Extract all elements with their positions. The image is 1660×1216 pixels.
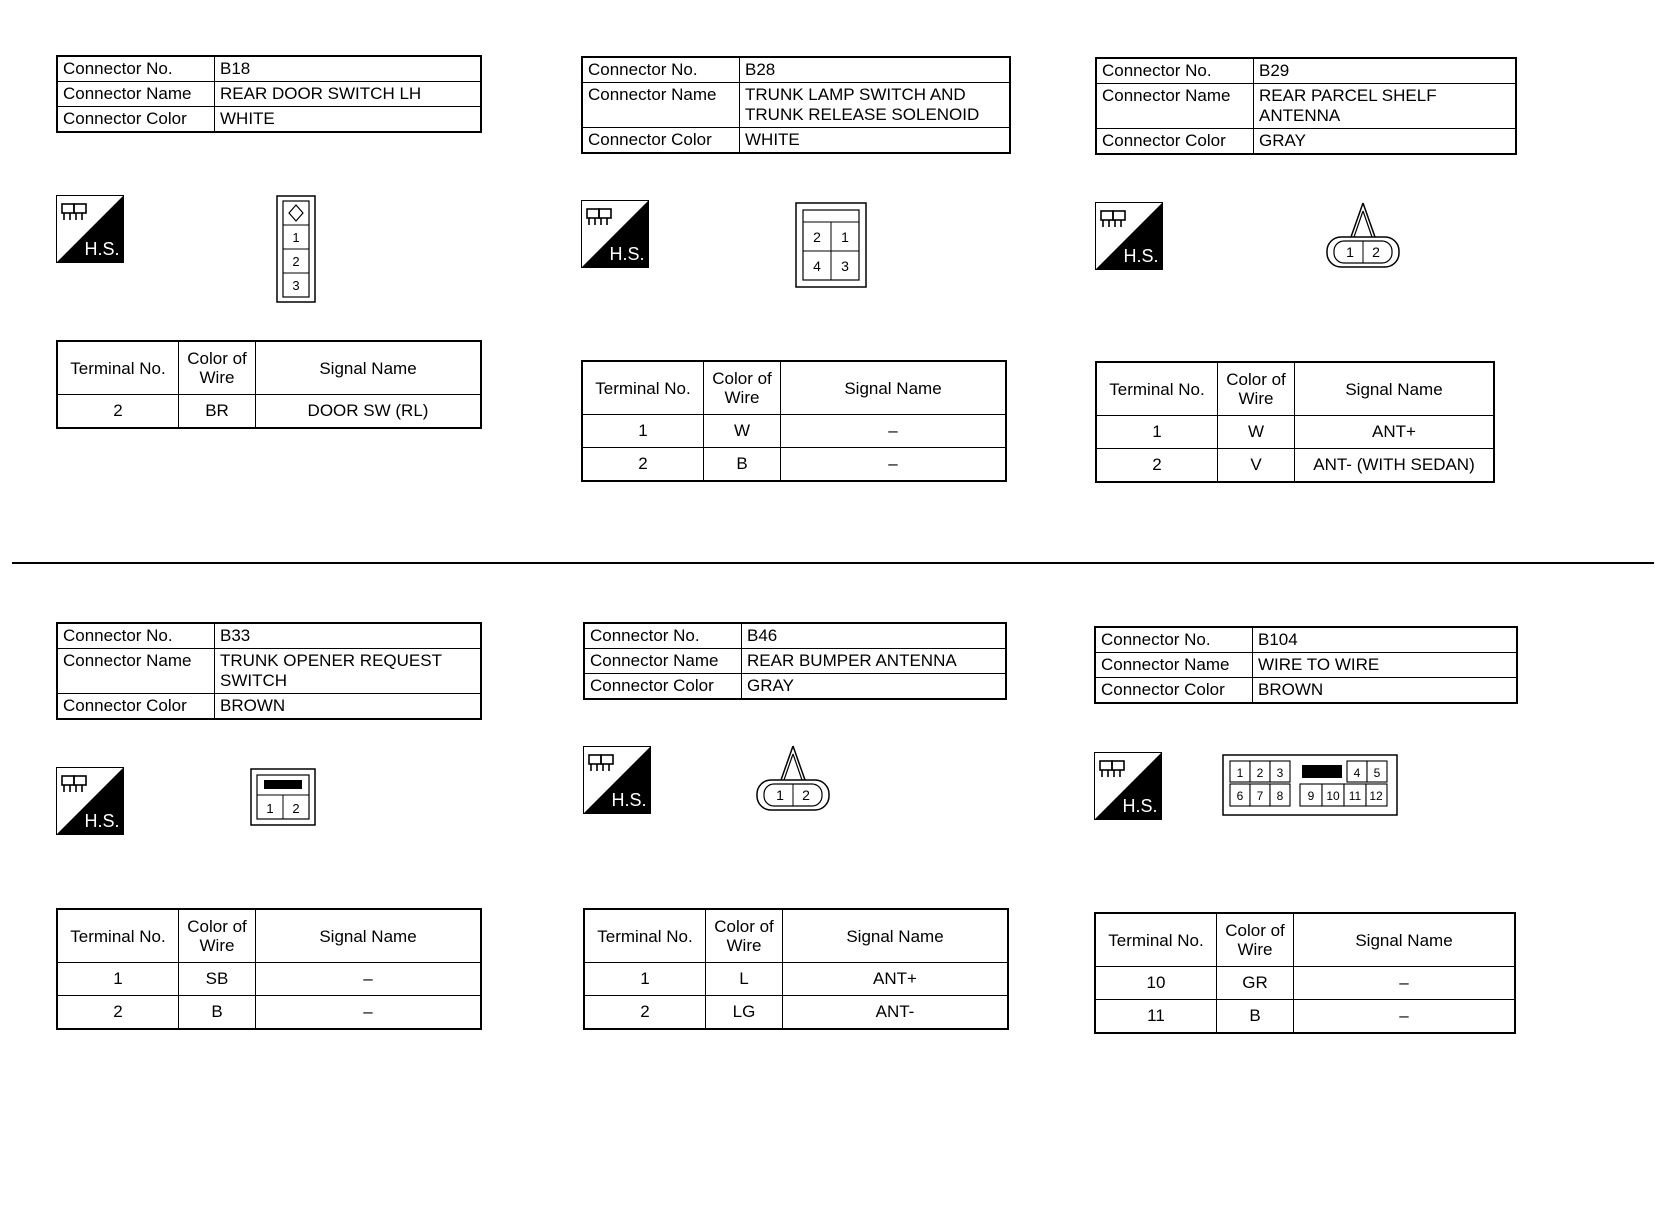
pin-label: 4 [1353,766,1361,780]
connector-face-diagram [1222,754,1398,816]
connector-color-label: Connector Color [57,107,215,133]
wire-color-cell: B [1217,1000,1294,1034]
pin-label: 1 [292,230,300,245]
wire-color-cell: B [179,996,256,1030]
pin-label: 8 [1276,789,1284,803]
section-divider [12,562,1654,564]
connector-name-line1: REAR PARCEL SHELF [1259,86,1437,105]
key-marker [264,780,302,789]
hs-label: H.S. [611,790,647,810]
color-of-text: Color of [714,917,774,936]
connector-face-diagram [276,195,316,303]
connector-color-label: Connector Color [584,674,742,700]
color-of-text: Color of [1226,370,1286,389]
wire-color-header [179,909,256,963]
hs-label: H.S. [1122,796,1158,816]
connector-name-value [215,82,482,107]
wire-color-header [704,361,781,415]
table-row [57,996,481,1030]
terminal-no-cell: 10 [1095,967,1217,1000]
table-row [1095,967,1515,1000]
wire-text: Wire [724,388,760,407]
connector-color-label: Connector Color [582,128,740,154]
signal-name-cell: – [1294,967,1516,1000]
table-row [582,415,1006,448]
connector-name-line2: ANTENNA [1259,106,1341,125]
connector-face-diagram [795,202,867,288]
pin-label: 1 [841,229,849,245]
pin-label: 7 [1256,789,1264,803]
wire-color-cell: BR [179,395,256,429]
signal-name-cell: ANT+ [1295,416,1495,449]
terminal-no-cell: 2 [1096,449,1218,483]
pin-label: 1 [776,787,784,803]
connector-color-value: GRAY [1254,129,1517,155]
connector-no-label: Connector No. [584,623,742,649]
connector-color-value: WHITE [215,107,482,133]
pin-label: 3 [1276,766,1284,780]
pin-label: 6 [1236,789,1244,803]
pin-label: 9 [1307,789,1315,803]
pin-label: 3 [292,278,300,293]
connector-no-value: B18 [215,56,482,82]
signal-name-header: Signal Name [781,361,1007,415]
signal-name-header: Signal Name [256,341,482,395]
hs-label: H.S. [609,244,645,264]
terminal-table [56,340,482,429]
signal-name-header: Signal Name [783,909,1009,963]
hs-label: H.S. [1123,246,1159,266]
terminal-no-header: Terminal No. [57,341,179,395]
connector-no-value: B46 [742,623,1007,649]
color-of-text: Color of [1225,921,1285,940]
wire-color-header [1217,913,1294,967]
pin-label: 4 [813,258,821,274]
wire-color-cell: W [1218,416,1295,449]
connector-name-line2: SWITCH [220,671,288,690]
terminal-table [1095,361,1495,483]
connector-name-value [1253,653,1518,678]
terminal-table [581,360,1007,482]
signal-name-header: Signal Name [1295,362,1495,416]
wire-color-header [706,909,783,963]
connector-info-table [1095,57,1517,155]
hs-label: H.S. [84,239,120,259]
hs-label: H.S. [84,811,120,831]
terminal-no-cell: 1 [582,415,704,448]
connector-card-b28 [581,56,1021,476]
terminal-no-cell: 2 [57,996,179,1030]
connector-no-label: Connector No. [582,57,740,83]
connector-face-diagram [250,768,316,826]
terminal-no-header: Terminal No. [57,909,179,963]
wire-color-cell: SB [179,963,256,996]
harness-side-icon [1095,202,1163,270]
wire-color-header [179,341,256,395]
harness-side-icon [56,767,124,835]
terminal-no-header: Terminal No. [1095,913,1217,967]
connector-info-table [56,622,482,720]
terminal-no-header: Terminal No. [1096,362,1218,416]
table-row [1095,1000,1515,1034]
color-of-text: Color of [187,349,247,368]
connector-no-value: B28 [740,57,1011,83]
terminal-table [56,908,482,1030]
connector-name-line2: TRUNK RELEASE SOLENOID [745,105,980,124]
table-row [57,963,481,996]
wire-text: Wire [199,936,235,955]
wire-color-cell: L [706,963,783,996]
signal-name-cell: ANT+ [783,963,1009,996]
connector-card-b104 [1094,626,1534,1046]
connector-name-line1: REAR BUMPER ANTENNA [747,651,957,670]
pin-label: 1 [1346,244,1354,260]
connector-no-label: Connector No. [57,56,215,82]
connector-name-label: Connector Name [1095,653,1253,678]
connector-no-label: Connector No. [1096,58,1254,84]
terminal-no-cell: 1 [57,963,179,996]
connector-info-table [56,55,482,133]
pin-label: 2 [1256,766,1264,780]
pin-label: 10 [1326,789,1340,803]
connector-card-b33 [56,622,496,1042]
signal-name-cell: ANT- [783,996,1009,1030]
connector-no-label: Connector No. [1095,627,1253,653]
connector-face-diagram [1325,201,1401,269]
connector-name-label: Connector Name [1096,84,1254,129]
harness-side-icon [1094,752,1162,820]
wire-color-header [1218,362,1295,416]
color-of-text: Color of [712,369,772,388]
signal-name-cell: ANT- (WITH SEDAN) [1295,449,1495,483]
table-row [1096,449,1494,483]
connector-name-label: Connector Name [57,649,215,694]
connector-no-value: B33 [215,623,482,649]
connector-card-b18 [56,55,496,475]
connector-name-line1: REAR DOOR SWITCH LH [220,84,422,103]
signal-name-cell: DOOR SW (RL) [256,395,482,429]
pin-label: 12 [1369,789,1383,803]
wire-text: Wire [1237,940,1273,959]
harness-side-icon [581,200,649,268]
connector-name-line1: TRUNK OPENER REQUEST [220,651,442,670]
connector-info-table [581,56,1011,154]
connector-card-b46 [583,622,1023,1042]
wire-color-cell: GR [1217,967,1294,1000]
terminal-no-cell: 2 [584,996,706,1030]
terminal-table [1094,912,1516,1034]
table-row [1096,416,1494,449]
wire-text: Wire [1238,389,1274,408]
connector-name-label: Connector Name [582,83,740,128]
terminal-no-cell: 11 [1095,1000,1217,1034]
connector-face-diagram [755,744,831,812]
connector-name-line1: WIRE TO WIRE [1258,655,1380,674]
pin-label: 2 [1372,244,1380,260]
connector-no-value: B29 [1254,58,1517,84]
connector-color-value: BROWN [1253,678,1518,704]
signal-name-header: Signal Name [256,909,482,963]
terminal-table [583,908,1009,1030]
table-row [584,996,1008,1030]
color-of-text: Color of [187,917,247,936]
pin-label: 11 [1348,789,1362,803]
terminal-no-header: Terminal No. [582,361,704,415]
wire-text: Wire [726,936,762,955]
pin-label: 2 [813,229,821,245]
wire-color-cell: B [704,448,781,482]
wire-color-cell: V [1218,449,1295,483]
harness-side-icon [583,746,651,814]
pin-label: 2 [802,787,810,803]
table-row [57,395,481,429]
harness-side-icon [56,195,124,263]
connector-name-value [740,83,1011,128]
connector-name-line1: TRUNK LAMP SWITCH AND [745,85,966,104]
connector-no-label: Connector No. [57,623,215,649]
connector-color-value: WHITE [740,128,1011,154]
pin-label: 2 [292,254,300,269]
pin-label: 1 [266,801,274,816]
signal-name-cell: – [781,448,1007,482]
connector-color-label: Connector Color [1095,678,1253,704]
wire-text: Wire [199,368,235,387]
key-marker [1302,765,1342,778]
pin-label: 1 [1236,766,1244,780]
signal-name-header: Signal Name [1294,913,1516,967]
terminal-no-cell: 2 [582,448,704,482]
signal-name-cell: – [1294,1000,1516,1034]
connector-name-value [742,649,1007,674]
terminal-no-header: Terminal No. [584,909,706,963]
connector-color-value: GRAY [742,674,1007,700]
connector-info-table [1094,626,1518,704]
signal-name-cell: – [256,996,482,1030]
connector-name-label: Connector Name [57,82,215,107]
connector-name-value [215,649,482,694]
connector-color-value: BROWN [215,694,482,720]
connector-card-b29 [1095,57,1535,477]
signal-name-cell: – [781,415,1007,448]
connector-color-label: Connector Color [57,694,215,720]
wire-color-cell: LG [706,996,783,1030]
connector-name-label: Connector Name [584,649,742,674]
terminal-no-cell: 1 [584,963,706,996]
wire-color-cell: W [704,415,781,448]
connector-info-table [583,622,1007,700]
table-row [584,963,1008,996]
connector-name-value [1254,84,1517,129]
pin-label: 2 [292,801,300,816]
connector-color-label: Connector Color [1096,129,1254,155]
terminal-no-cell: 2 [57,395,179,429]
terminal-no-cell: 1 [1096,416,1218,449]
pin-label: 5 [1373,766,1381,780]
pin-label: 3 [841,258,849,274]
table-row [582,448,1006,482]
connector-no-value: B104 [1253,627,1518,653]
signal-name-cell: – [256,963,482,996]
